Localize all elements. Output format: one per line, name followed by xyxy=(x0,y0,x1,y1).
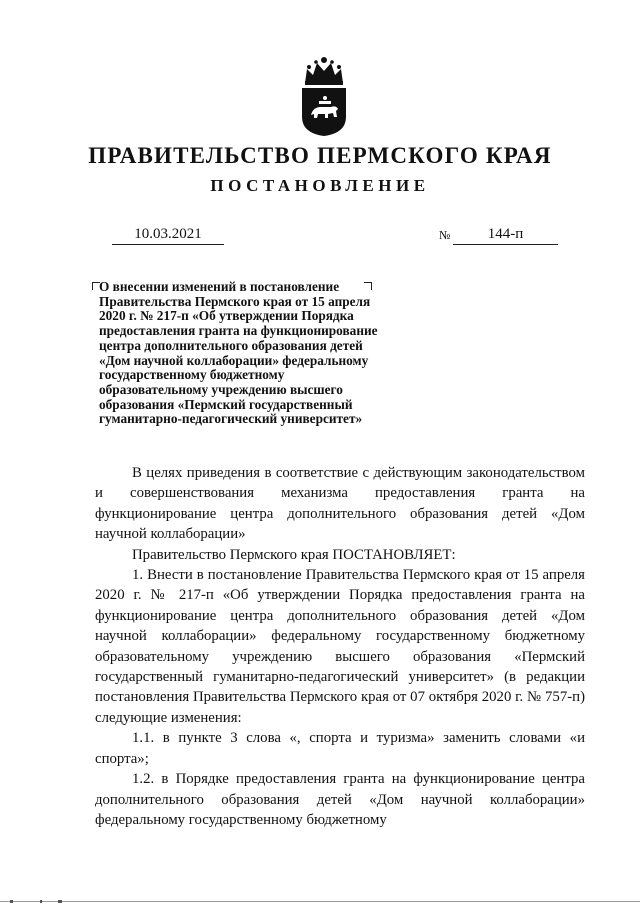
subject-line: центра дополнительного образования детей xyxy=(99,337,363,353)
perm-krai-coat-of-arms-icon xyxy=(297,55,351,137)
subject-line: государственному бюджетному xyxy=(99,367,285,383)
body-paragraph: Правительство Пермского края ПОСТАНОВЛЯЕТ: xyxy=(132,546,456,563)
subject-line: образования «Пермский государственный xyxy=(99,396,353,412)
document-body xyxy=(95,463,585,830)
number-sign: № xyxy=(439,228,451,242)
subject-line: Правительства Пермского края от 15 апреля xyxy=(99,293,371,309)
subject-line: «Дом научной коллаборации» федеральному xyxy=(99,352,369,368)
government-title: ПРАВИТЕЛЬСТВО ПЕРМСКОГО КРАЯ xyxy=(88,143,552,168)
scan-edge-marks xyxy=(0,898,640,905)
document-type: ПОСТАНОВЛЕНИЕ xyxy=(210,176,430,195)
body-paragraph: В целях приведения в соответствие с действующим законодательством и совершенствования механизма предоставления гранта на функционирование центра дополнительного образования детей «Дом научной коллаборации» xyxy=(95,465,585,543)
document-date: 10.03.2021 xyxy=(112,225,224,245)
subject-line: предоставления гранта на функционирование xyxy=(99,323,378,339)
body-paragraph: 1.2. в Порядке предоставления гранта на функционирование центра дополнительного образования детей «Дом научной коллаборации» федеральному государственному бюджетному xyxy=(95,771,585,828)
subject-line: гуманитарно-педагогический университет» xyxy=(99,411,363,427)
subject-line: О внесении изменений в постановление xyxy=(99,279,340,294)
subject-line: 2020 г. № 217-п «Об утверждении Порядка xyxy=(99,308,354,324)
document-number: 144-п xyxy=(453,225,558,245)
body-paragraph: 1.1. в пункте 3 слова «, спорта и туризма» заменить словами «и спорта»; xyxy=(95,730,585,767)
body-paragraph: 1. Внести в постановление Правительства Пермского края от 15 апреля 2020 г. № 217-п «Об утверждении Порядка предоставления гранта на функционирование центра дополнительного образования детей «Дом научной коллаборации» федеральному государственному бюджетному образовательному учреждению высшего образования «Пермский государственный гуманитарно-педагогический университет» (в редакции постановления Правительства Пермского края от 07 октября 2020 г. № 757-п) следующие изменения: xyxy=(95,567,585,726)
subject-line: образовательному учреждению высшего xyxy=(99,381,343,397)
document-subject xyxy=(99,280,429,427)
